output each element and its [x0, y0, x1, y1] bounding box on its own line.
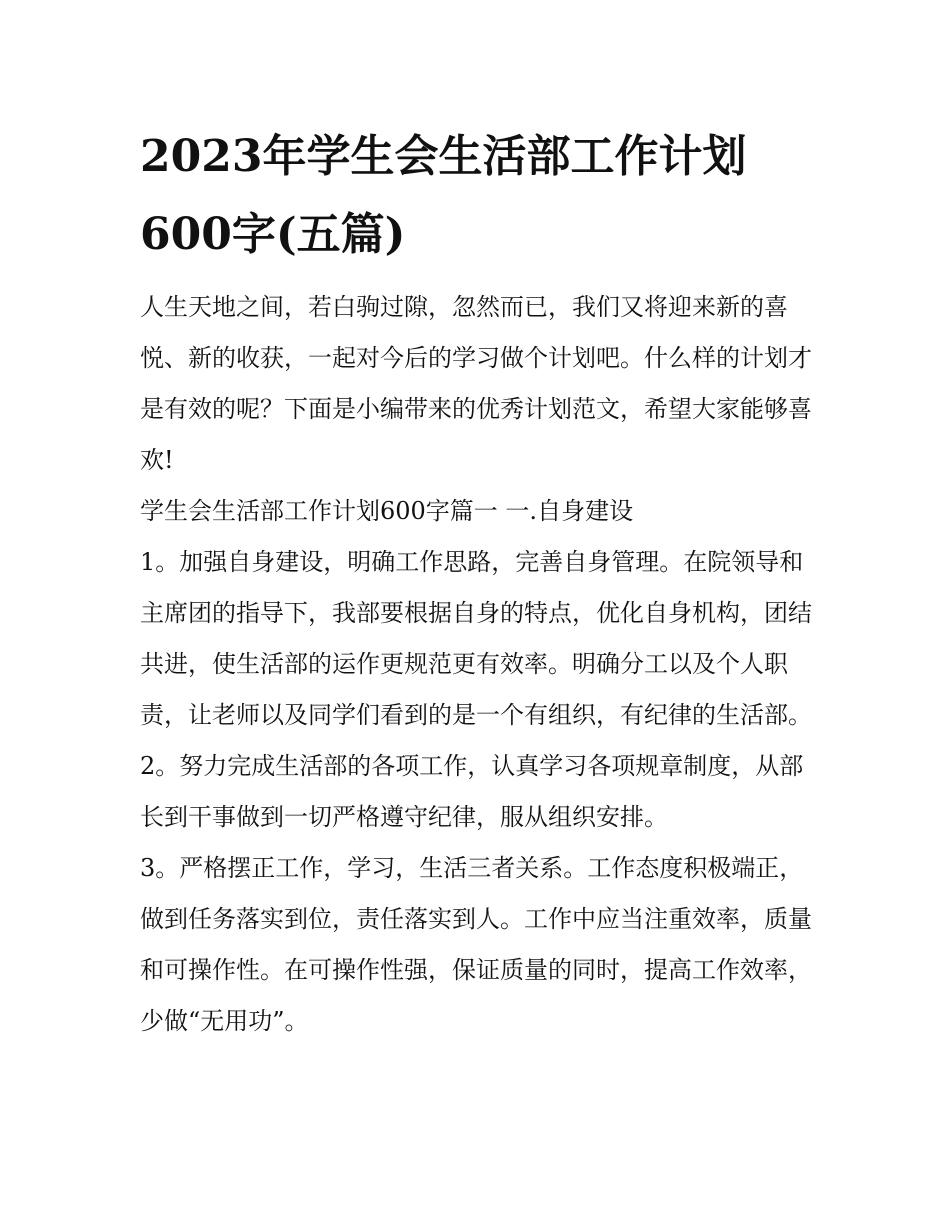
item-2-paragraph: 2。努力完成生活部的各项工作，认真学习各项规章制度，从部长到干事做到一切严格遵守纪律，服从组织安排。 — [140, 752, 804, 831]
item-3-paragraph: 3。严格摆正工作，学习，生活三者关系。工作态度积极端正，做到任务落实到位，责任落实到人。工作中应当注重效率，质量和可操作性。在可操作性强，保证质量的同时，提高工作效率，少做“无用功”。 — [140, 854, 812, 1035]
item-1-paragraph: 1。加强自身建设，明确工作思路，完善自身管理。在院领导和主席团的指导下，我部要根据自身的特点，优化自身机构，团结共进，使生活部的运作更规范更有效率。明确分工以及个人职责，让老师以及同学们看到的是一个有组织，有纪律的生活部。 — [140, 548, 812, 729]
document-title: 2023年学生会生活部工作计划600字(五篇) — [140, 131, 747, 260]
section-heading: 学生会生活部工作计划600字篇一 一.自身建设 — [140, 497, 634, 525]
intro-paragraph: 人生天地之间，若白驹过隙，忽然而已，我们又将迎来新的喜悦、新的收获，一起对今后的学习做个计划吧。什么样的计划才是有效的呢？下面是小编带来的优秀计划范文，希望大家能够喜欢! — [140, 293, 812, 474]
document-page — [140, 118, 820, 1047]
